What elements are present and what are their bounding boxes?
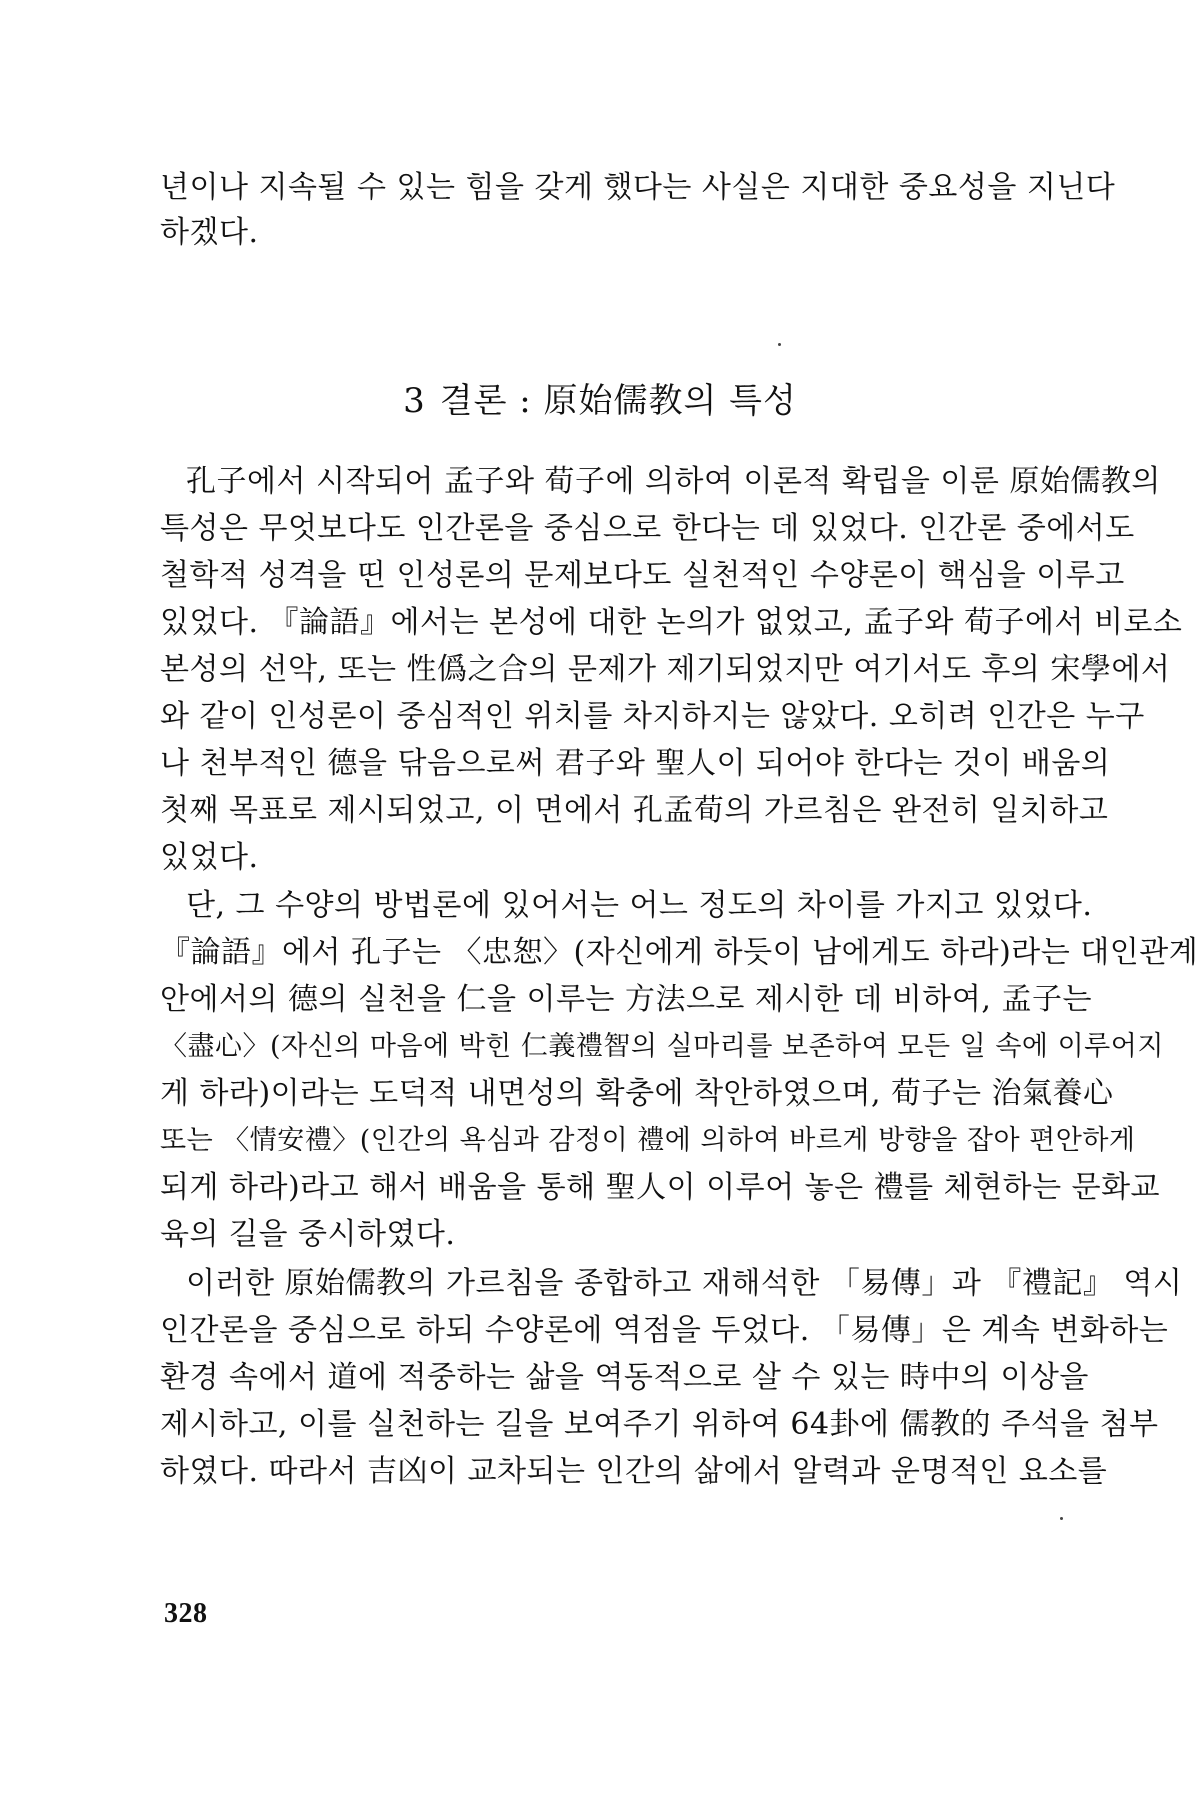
text-line: 되게 하라)라고 해서 배움을 통해 聖人이 이루어 놓은 禮를 체현하는 문화교 [160,1170,1161,1205]
text-line: 제시하고, 이를 실천하는 길을 보여주기 위하여 64卦에 儒教的 주석을 첨부 [160,1407,1159,1442]
text-line: 〈盡心〉(자신의 마음에 박힌 仁義禮智의 실마리를 보존하여 모든 일 속에 이루어지 [160,1031,1164,1062]
text-line: 인간론을 중심으로 하되 수양론에 역점을 두었다. 「易傳」은 계속 변화하는 [160,1313,1169,1348]
page-number: 328 [164,1598,208,1629]
text-line: 『論語』에서 孔子는 〈忠恕〉(자신에게 하듯이 남에게도 하라)라는 대인관계 [160,935,1199,970]
section-heading [0,378,1200,424]
section-title: 결론 : 原始儒教의 특성 [439,381,797,421]
text-line: 하였다. 따라서 吉凶이 교차되는 인간의 삶에서 알력과 운명적인 요소를 [160,1454,1108,1489]
text-line: 나 천부적인 德을 닦음으로써 君子와 聖人이 되어야 한다는 것이 배움의 [160,746,1111,781]
text-line: 안에서의 德의 실천을 仁을 이루는 方法으로 제시한 데 비하여, 孟子는 [160,982,1092,1017]
text-line: 있었다. [160,840,259,875]
text-line: 특성은 무엇보다도 인간론을 중심으로 한다는 데 있었다. 인간론 중에서도 [160,511,1135,546]
text-line: 孔子에서 시작되어 孟子와 荀子에 의하여 이론적 확립을 이룬 原始儒教의 [186,464,1161,499]
scan-speck [778,343,781,346]
text-line: 있었다. 『論語』에서는 본성에 대한 논의가 없었고, 孟子와 荀子에서 비로소 [160,605,1183,640]
text-line: 와 같이 인성론이 중심적인 위치를 차지하지는 않았다. 오히려 인간은 누구 [160,699,1145,734]
text-line: 첫째 목표로 제시되었고, 이 면에서 孔孟荀의 가르침은 완전히 일치하고 [160,793,1109,828]
text-line: 년이나 지속될 수 있는 힘을 갖게 했다는 사실은 지대한 중요성을 지닌다 [160,170,1116,205]
text-line: 또는 〈情安禮〉(인간의 욕심과 감정이 禮에 의하여 바르게 방향을 잡아 편안하게 [160,1125,1136,1156]
text-line: 하겠다. [160,215,259,250]
text-line: 환경 속에서 道에 적중하는 삶을 역동적으로 살 수 있는 時中의 이상을 [160,1360,1089,1395]
text-line: 본성의 선악, 또는 性僞之合의 문제가 제기되었지만 여기서도 후의 宋學에서 [160,652,1171,687]
text-line: 단, 그 수양의 방법론에 있어서는 어느 정도의 차이를 가지고 있었다. [186,888,1093,923]
text-line: 철학적 성격을 띤 인성론의 문제보다도 실천적인 수양론이 핵심을 이루고 [160,558,1125,593]
text-line: 이러한 原始儒教의 가르침을 종합하고 재해석한 「易傳」과 『禮記』 역시 [186,1266,1183,1301]
text-line: 게 하라)이라는 도덕적 내면성의 확충에 착안하였으며, 荀子는 治氣養心 [160,1076,1114,1111]
scan-speck [1060,1517,1063,1520]
text-line: 육의 길을 중시하였다. [160,1217,456,1252]
section-number: 3 [403,381,426,421]
